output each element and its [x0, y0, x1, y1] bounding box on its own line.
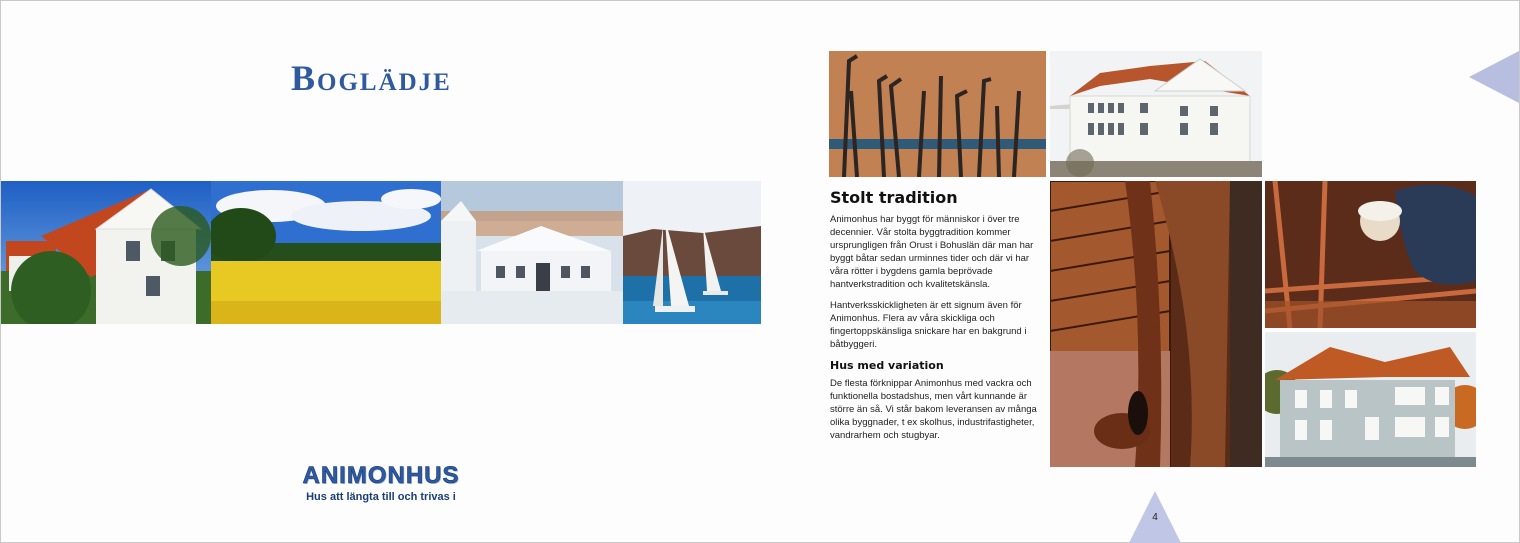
page-number: 4	[1152, 512, 1158, 523]
white-house-rock-photo	[1050, 51, 1262, 177]
grey-house-photo	[1265, 332, 1476, 467]
right-page	[761, 1, 1519, 542]
boatbuilder-working-photo	[1265, 181, 1476, 328]
white-houses-winter-photo	[441, 181, 623, 324]
blacksmith-tools-photo	[829, 51, 1046, 177]
paragraph-3: De flesta förknippar Animonhus med vackra och funktionella bostadshus, men vårt kunnande är större än så. Vi står bakom leveransen av många olika byggnader, t ex skolhus, industrifastigheter, vandrarhem och stugbyar.	[830, 378, 1037, 441]
animonhus-logo	[301, 463, 461, 503]
photo-strip	[1, 181, 761, 324]
article-subtitle: Hus med variation	[830, 359, 944, 372]
logo-wordmark: ANIMONHUS	[302, 462, 460, 489]
article-title: Stolt tradition	[830, 188, 958, 207]
sailboats-photo	[623, 181, 761, 324]
wooden-boat-hull-photo	[1050, 181, 1262, 467]
paragraph-1: Animonhus har byggt för människor i över tre decennier. Vår stolta byggtradition kommer ursprungligen från Orust i Bohuslän där man har byggt båtar sedan urminnes tider och där vi har våra rötter i bygdens gamla beprövade hantverkstradition och kvalitetskänsla.	[830, 214, 1034, 290]
corner-triangle-decoration	[1469, 51, 1519, 103]
article-text	[830, 188, 1040, 450]
red-roofed-white-house-photo	[1, 181, 211, 324]
logo-tagline: Hus att längta till och trivas i	[306, 491, 456, 503]
rapeseed-field-photo	[211, 181, 441, 324]
page-heading: Boglädje	[291, 58, 452, 98]
left-page	[1, 1, 761, 542]
paragraph-2: Hantverksskickligheten är ett signum även för Animonhus. Flera av våra skickliga och fingertoppskänsliga snickare har en bakgrund i båtbyggeri.	[830, 300, 1027, 350]
